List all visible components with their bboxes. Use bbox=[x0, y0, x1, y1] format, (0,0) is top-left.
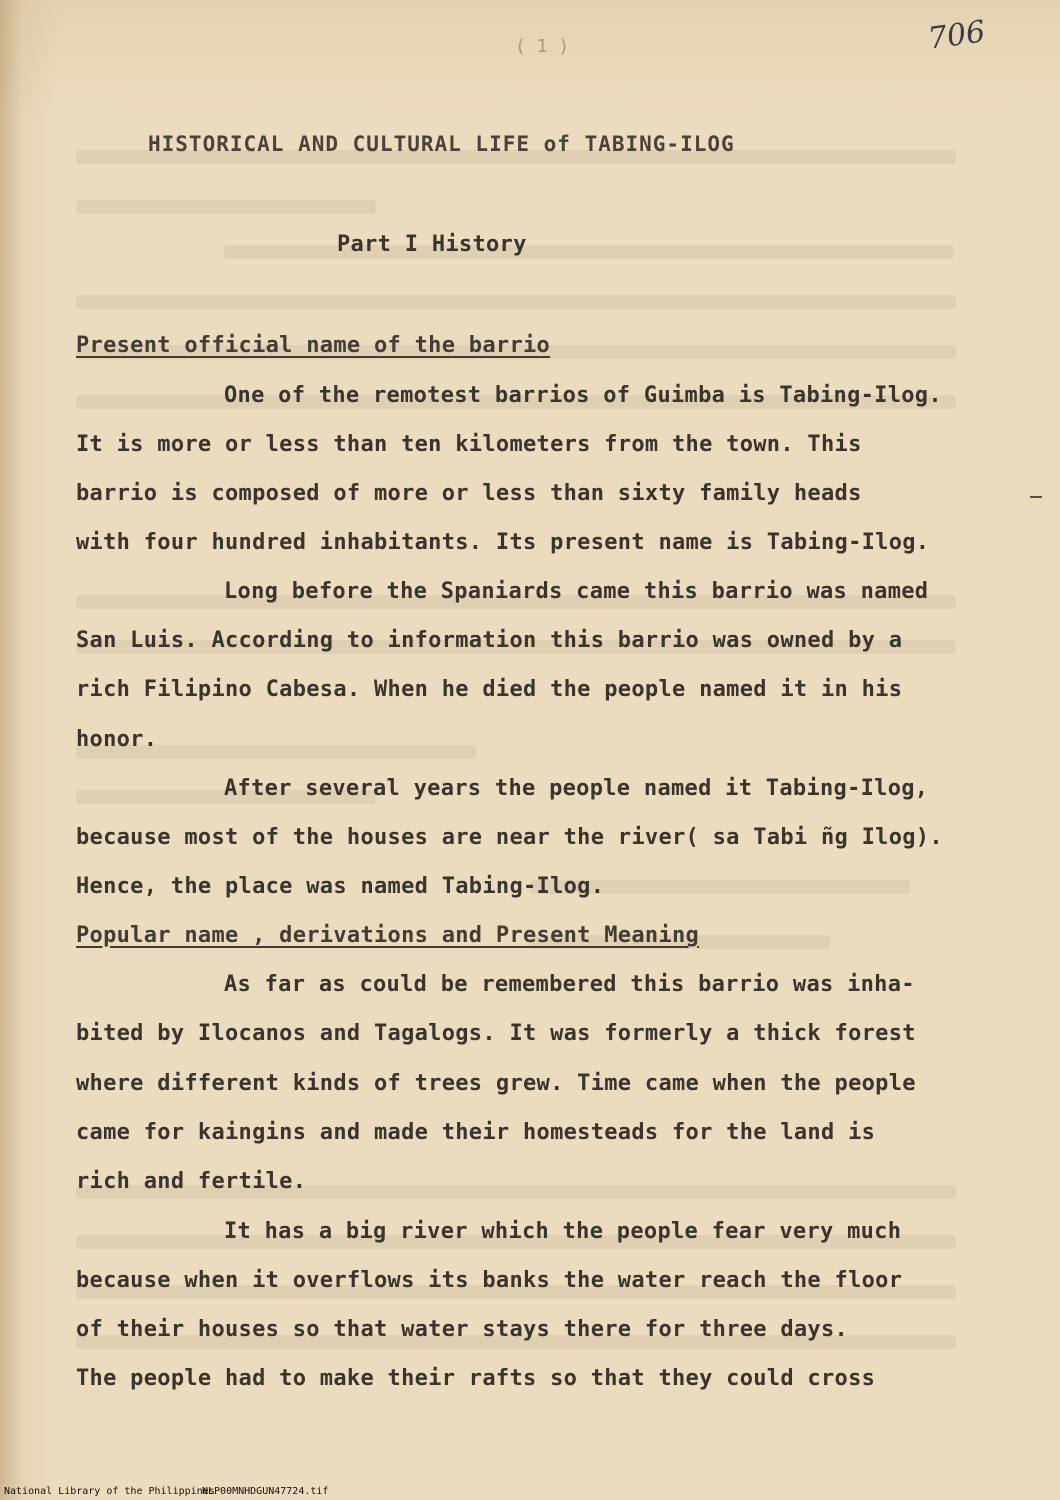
text-line: One of the remotest barrios of Guimba is Tabing-Ilog. bbox=[224, 383, 942, 408]
text-line: barrio is composed of more or less than sixty family heads bbox=[76, 481, 862, 506]
footer-library: National Library of the Philippines bbox=[4, 1486, 215, 1497]
margin-mark bbox=[1030, 496, 1042, 498]
text-line: because when it overflows its banks the water reach the floor bbox=[76, 1268, 903, 1293]
text-line: San Luis. According to information this barrio was owned by a bbox=[76, 628, 903, 653]
handwritten-page-number: 706 bbox=[925, 14, 988, 57]
footer-file-id: NLP00MNHDGUN47724.tif bbox=[202, 1486, 329, 1497]
section-heading-popular-name: Popular name , derivations and Present Meaning bbox=[76, 923, 700, 948]
part-heading: Part I History bbox=[337, 232, 527, 257]
document-title: HISTORICAL AND CULTURAL LIFE of TABING-ILOG bbox=[148, 132, 735, 156]
page-mark: ( 1 ) bbox=[515, 36, 570, 57]
text-line: It has a big river which the people fear very much bbox=[224, 1219, 902, 1244]
text-line: It is more or less than ten kilometers from the town. This bbox=[76, 432, 862, 457]
text-line: where different kinds of trees grew. Time came when the people bbox=[76, 1071, 916, 1096]
text-line: with four hundred inhabitants. Its present name is Tabing-Ilog. bbox=[76, 530, 930, 555]
text-line: came for kaingins and made their homesteads for the land is bbox=[76, 1120, 876, 1145]
text-line: The people had to make their rafts so that they could cross bbox=[76, 1366, 876, 1391]
section-heading-official-name: Present official name of the barrio bbox=[76, 333, 551, 358]
text-line: rich Filipino Cabesa. When he died the people named it in his bbox=[76, 677, 903, 702]
text-line: As far as could be remembered this barrio was inha- bbox=[224, 972, 915, 997]
text-line: Hence, the place was named Tabing-Ilog. bbox=[76, 874, 605, 899]
text-line: rich and fertile. bbox=[76, 1169, 307, 1194]
text-line: Long before the Spaniards came this barrio was named bbox=[224, 579, 929, 604]
text-line: After several years the people named it Tabing-Ilog, bbox=[224, 776, 929, 801]
text-line: bited by Ilocanos and Tagalogs. It was formerly a thick forest bbox=[76, 1021, 916, 1046]
text-line: because most of the houses are near the river( sa Tabi ñg Ilog). bbox=[76, 825, 943, 850]
text-line: honor. bbox=[76, 727, 158, 752]
text-line: of their houses so that water stays there for three days. bbox=[76, 1317, 849, 1342]
